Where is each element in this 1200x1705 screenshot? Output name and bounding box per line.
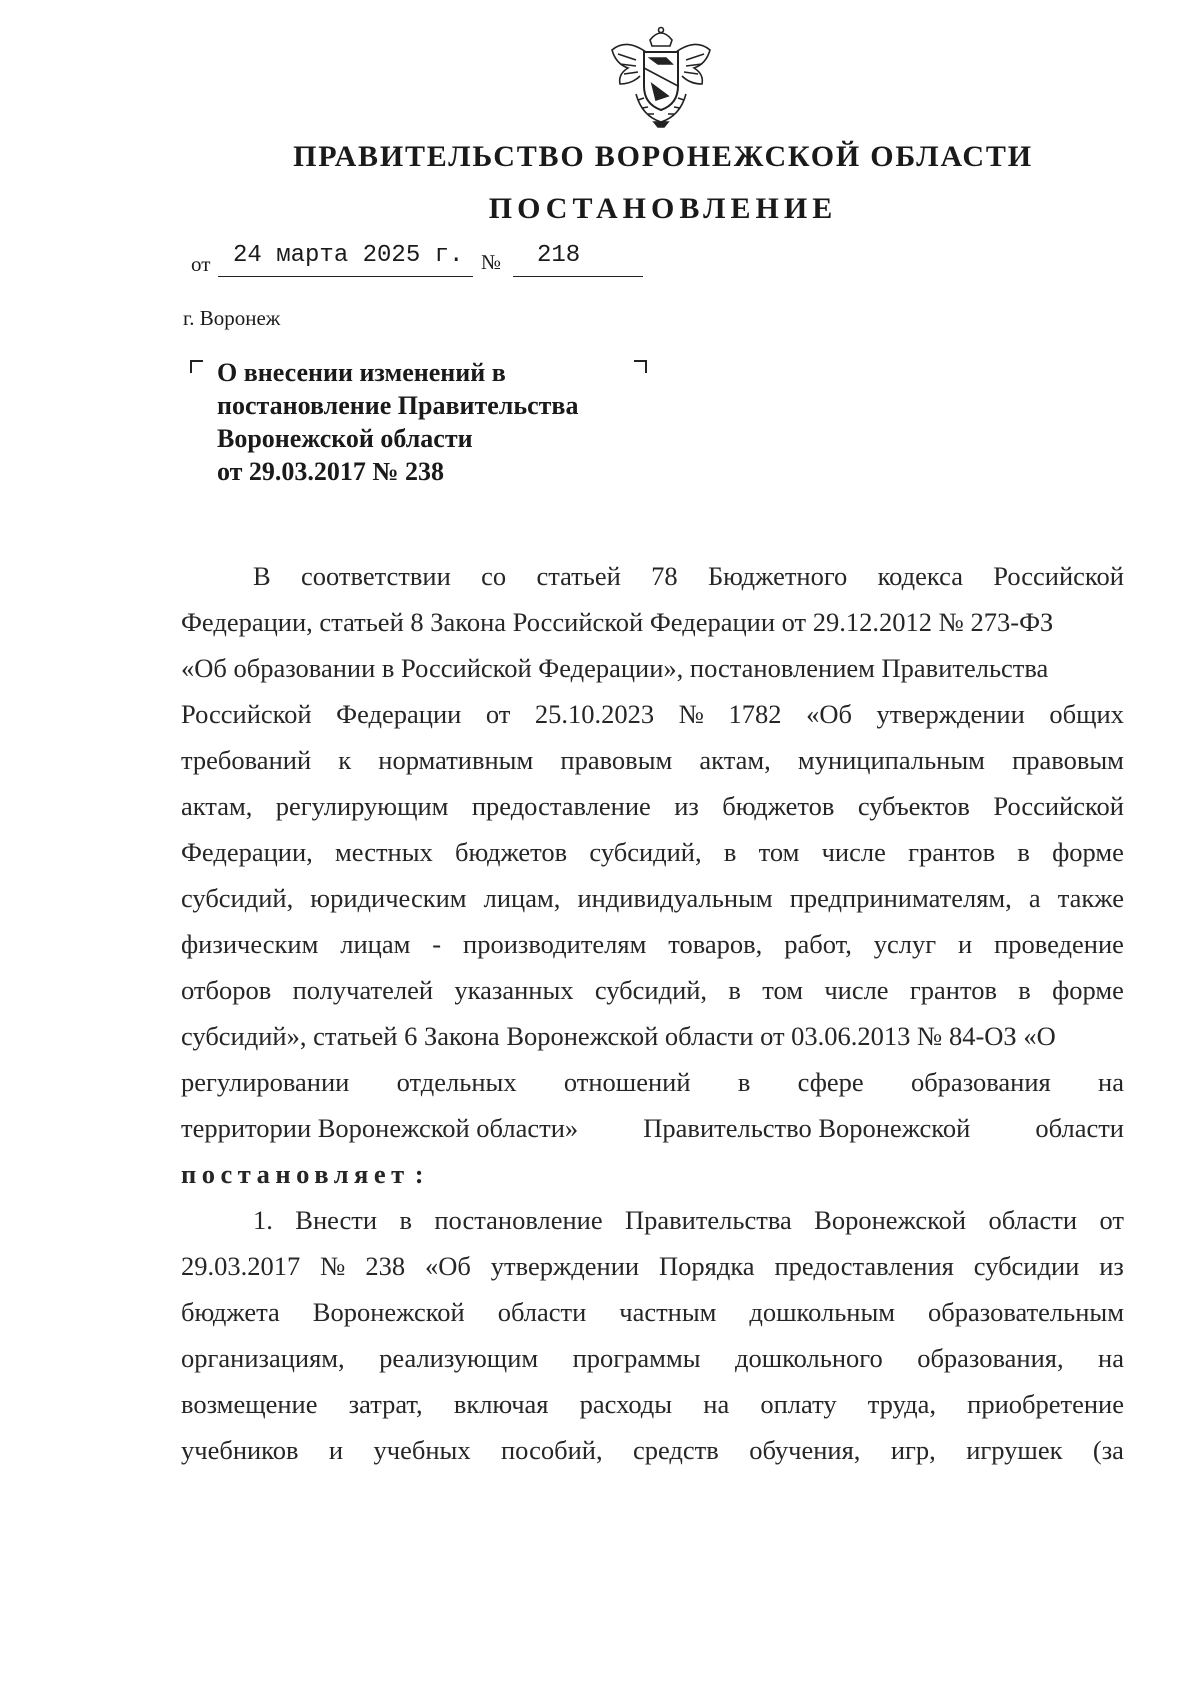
- number-prefix: №: [481, 250, 502, 274]
- preamble-paragraph: [181, 553, 1124, 1151]
- text-word: предоставление: [471, 791, 651, 821]
- text-line: [181, 967, 1124, 1013]
- text-line: [181, 691, 1124, 737]
- text-word: общих: [1049, 699, 1124, 729]
- text-word: бюджетов: [722, 791, 835, 821]
- text-word: в: [737, 1067, 751, 1097]
- text-word: Правительство Воронежской: [643, 1113, 971, 1143]
- text-word: 238: [365, 1251, 406, 1281]
- text-word: лицам,: [483, 883, 561, 913]
- text-word: субсидии: [973, 1251, 1080, 1281]
- text-word: включая: [453, 1389, 549, 1419]
- text-word: нормативным: [378, 745, 534, 775]
- text-word: утверждении: [876, 699, 1025, 729]
- text-word: «Об: [425, 1251, 471, 1281]
- text-word: индивидуальным: [577, 883, 773, 913]
- text-word: образования,: [917, 1343, 1064, 1373]
- text-word: Воронежской: [814, 1205, 967, 1235]
- text-word: на: [1098, 1067, 1124, 1097]
- text-word: лицам: [340, 929, 411, 959]
- text-word: к: [338, 745, 352, 775]
- text-word: игр,: [890, 1435, 936, 1465]
- text-word: приобретение: [967, 1389, 1124, 1419]
- text-word: расходы: [579, 1389, 673, 1419]
- text-word: 29.03.2017: [181, 1251, 301, 1281]
- text-line: [181, 1243, 1124, 1289]
- text-word: проведение: [994, 929, 1124, 959]
- text-run: субсидий», статьей 6 Закона Воронежской области от 03.06.2013 № 84-ОЗ «О: [181, 1021, 1056, 1051]
- text-word: том: [762, 975, 803, 1005]
- document-body: [181, 553, 1124, 1473]
- text-word: от: [1099, 1205, 1124, 1235]
- text-word: области: [988, 1205, 1078, 1235]
- text-word: «Об: [806, 699, 852, 729]
- text-word: учебников: [181, 1435, 299, 1465]
- text-word: субсидий,: [181, 883, 294, 913]
- text-line: [181, 1197, 1124, 1243]
- text-word: образовательным: [928, 1297, 1124, 1327]
- text-word: отборов: [181, 975, 272, 1005]
- text-line: [181, 1289, 1124, 1335]
- decree-line: [181, 1151, 1124, 1197]
- text-word: утверждении: [490, 1251, 640, 1281]
- city-label: г. Воронеж: [183, 306, 281, 330]
- text-word: игрушек: [966, 1435, 1063, 1465]
- text-line: [181, 553, 1124, 599]
- text-word: регулировании: [181, 1067, 350, 1097]
- document-kind-title: ПОСТАНОВЛЕНИЕ: [488, 192, 838, 225]
- text-word: затрат,: [348, 1389, 423, 1419]
- text-word: субсидий,: [594, 975, 708, 1005]
- text-word: из: [674, 791, 699, 821]
- text-word: и: [958, 929, 973, 959]
- text-word: форме: [1052, 975, 1124, 1005]
- subject-corner-left: [190, 360, 203, 373]
- text-word: физическим: [181, 929, 319, 959]
- text-word: получателей: [292, 975, 434, 1005]
- text-word: частным: [619, 1297, 717, 1327]
- text-word: №: [678, 699, 704, 729]
- text-line: [181, 783, 1124, 829]
- text-word: также: [1057, 883, 1124, 913]
- text-word: в: [1017, 837, 1030, 867]
- text-word: (за: [1092, 1435, 1124, 1465]
- text-word: на: [1098, 1343, 1124, 1373]
- text-word: дошкольного: [734, 1343, 883, 1373]
- text-line: [181, 1059, 1124, 1105]
- text-word: средств: [633, 1435, 719, 1465]
- decree-word: постановляет: [181, 1159, 410, 1189]
- text-word: и: [328, 1435, 344, 1465]
- text-word: кодекса: [877, 561, 963, 591]
- text-word: сфере: [797, 1067, 864, 1097]
- text-word: Федерации,: [181, 837, 313, 867]
- text-word: услуг: [873, 929, 937, 959]
- date-value: 24 марта 2025 г.: [233, 242, 464, 269]
- organization-title: ПРАВИТЕЛЬСТВО ВОРОНЕЖСКОЙ ОБЛАСТИ: [293, 140, 1033, 173]
- text-word: статьей: [536, 561, 621, 591]
- date-prefix: от: [191, 252, 211, 276]
- text-line: [181, 1105, 1124, 1151]
- text-word: в: [728, 975, 741, 1005]
- text-word: указанных: [454, 975, 574, 1005]
- text-word: В: [253, 561, 271, 591]
- text-word: от: [485, 699, 511, 729]
- text-line: [181, 921, 1124, 967]
- item-1-paragraph: [181, 1197, 1124, 1473]
- text-word: области: [497, 1297, 587, 1327]
- text-word: области: [1035, 1113, 1124, 1143]
- text-word: товаров,: [668, 929, 763, 959]
- text-word: 78: [651, 561, 678, 591]
- text-word: Российской: [181, 699, 312, 729]
- text-word: Внести: [295, 1205, 378, 1235]
- text-word: программы: [572, 1343, 701, 1373]
- text-word: Федерации: [336, 699, 462, 729]
- document-subject: [217, 356, 637, 488]
- text-word: дошкольным: [749, 1297, 896, 1327]
- decree-colon: :: [414, 1159, 430, 1189]
- text-word: требований: [181, 745, 312, 775]
- text-word: юридическим: [310, 883, 467, 913]
- text-word: регулирующим: [275, 791, 449, 821]
- text-word: территории Воронежской области»: [181, 1113, 579, 1143]
- text-word: Бюджетного: [707, 561, 848, 591]
- text-word: из: [1099, 1251, 1124, 1281]
- text-line: [181, 645, 1124, 691]
- text-word: правовым: [1012, 745, 1124, 775]
- text-run: «Об образовании в Российской Федерации», постановлением Правительства: [181, 653, 1049, 683]
- text-word: возмещение: [181, 1389, 318, 1419]
- text-word: субсидий,: [589, 837, 702, 867]
- text-word: Российской: [993, 791, 1124, 821]
- text-word: постановление: [434, 1205, 603, 1235]
- text-word: бюджетов: [455, 837, 568, 867]
- text-line: [181, 829, 1124, 875]
- text-word: предоставления: [774, 1251, 954, 1281]
- text-word: 25.10.2023: [534, 699, 655, 729]
- text-word: обучения,: [749, 1435, 861, 1465]
- text-word: -: [432, 929, 442, 959]
- text-word: в: [1018, 975, 1031, 1005]
- text-word: числе: [821, 837, 886, 867]
- date-number-line: [191, 242, 651, 286]
- text-word: Воронежской: [312, 1297, 465, 1327]
- text-word: а: [1028, 883, 1041, 913]
- text-word: Правительства: [625, 1205, 792, 1235]
- text-word: отдельных: [396, 1067, 517, 1097]
- text-word: местных: [335, 837, 433, 867]
- text-word: организациям,: [181, 1343, 345, 1373]
- text-word: 1.: [253, 1205, 273, 1235]
- subject-line: О внесении изменений в: [217, 358, 506, 387]
- subject-line: от 29.03.2017 № 238: [217, 457, 445, 486]
- text-line: [181, 1381, 1124, 1427]
- text-line: [181, 737, 1124, 783]
- text-word: том: [758, 837, 800, 867]
- text-word: работ,: [784, 929, 852, 959]
- text-line: [181, 1427, 1124, 1473]
- text-line: [181, 1335, 1124, 1381]
- text-word: №: [320, 1251, 346, 1281]
- text-word: реализующим: [379, 1343, 539, 1373]
- text-word: на: [703, 1389, 730, 1419]
- text-word: 1782: [728, 699, 782, 729]
- text-word: Порядка: [659, 1251, 755, 1281]
- text-word: субъектов: [857, 791, 970, 821]
- text-word: бюджета: [181, 1297, 280, 1327]
- text-word: предпринимателям,: [789, 883, 1012, 913]
- text-word: отношений: [563, 1067, 691, 1097]
- text-word: Российской: [993, 561, 1124, 591]
- text-word: труда,: [867, 1389, 937, 1419]
- text-word: актам,: [181, 791, 253, 821]
- text-word: в: [399, 1205, 412, 1235]
- number-value: 218: [537, 242, 581, 269]
- text-word: форме: [1052, 837, 1124, 867]
- subject-line: Воронежской области: [217, 424, 473, 453]
- text-line: [181, 875, 1124, 921]
- text-run: Федерации, статьей 8 Закона Российской Федерации от 29.12.2012 № 273-ФЗ: [181, 607, 1054, 637]
- text-word: грантов: [908, 837, 996, 867]
- text-word: производителям: [463, 929, 647, 959]
- text-word: в: [723, 837, 737, 867]
- text-word: актам,: [699, 745, 771, 775]
- text-word: соответствии: [301, 561, 451, 591]
- text-word: грантов: [909, 975, 997, 1005]
- text-word: муниципальным: [797, 745, 985, 775]
- text-word: учебных: [373, 1435, 471, 1465]
- text-word: образования: [910, 1067, 1051, 1097]
- text-word: правовым: [560, 745, 673, 775]
- coat-of-arms-emblem: [606, 24, 716, 128]
- text-word: числе: [824, 975, 889, 1005]
- subject-line: постановление Правительства: [217, 391, 579, 420]
- text-word: пособий,: [501, 1435, 603, 1465]
- text-line: [181, 599, 1124, 645]
- text-word: оплату: [760, 1389, 837, 1419]
- text-line: [181, 1013, 1124, 1059]
- text-word: со: [481, 561, 507, 591]
